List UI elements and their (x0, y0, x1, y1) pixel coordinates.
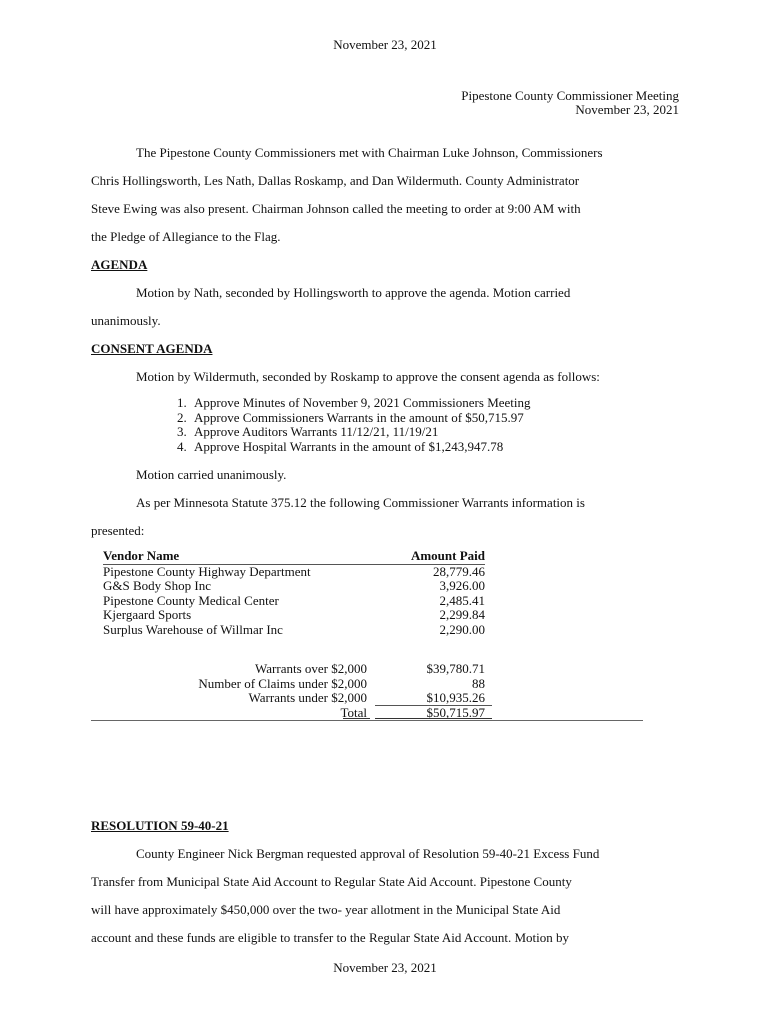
consent-item: 2. Approve Commissioners Warrants in the amount of $50,715.97 (190, 411, 531, 426)
statute-line-2: presented: (91, 523, 145, 538)
consent-motion: Motion by Wildermuth, seconded by Roskamp to approve the consent agenda as follows: (136, 369, 600, 384)
consent-item: 4. Approve Hospital Warrants in the amount of $1,243,947.78 (190, 440, 531, 455)
consent-items-list (170, 396, 531, 454)
amount-cell: 2,290.00 (439, 621, 485, 637)
table-header-row (103, 549, 485, 564)
intro-line-2: Chris Hollingsworth, Les Nath, Dallas Roskamp, and Dan Wildermuth. County Administrator (91, 173, 580, 188)
meeting-date: November 23, 2021 (575, 102, 679, 117)
summary-label: Warrants under $2,000 (248, 690, 367, 705)
summary-value: $10,935.26 (426, 690, 485, 705)
consent-item: 1. Approve Minutes of November 9, 2021 Commissioners Meeting (190, 396, 531, 411)
amount-paid-header: Amount Paid (393, 549, 485, 564)
intro-line-4: the Pledge of Allegiance to the Flag. (91, 229, 281, 244)
resolution-line-3: will have approximately $450,000 over the two- year allotment in the Municipal State Aid (91, 902, 561, 917)
table-row (103, 579, 485, 594)
vendor-cell: G&S Body Shop Inc (103, 578, 211, 593)
consent-agenda-heading: CONSENT AGENDA (91, 341, 213, 356)
vendor-cell: Surplus Warehouse of Willmar Inc (103, 621, 283, 637)
vendor-cell: Pipestone County Highway Department (103, 563, 311, 579)
table-row (103, 564, 485, 579)
table-row (103, 594, 485, 609)
resolution-line-2: Transfer from Municipal State Aid Account to Regular State Aid Account. Pipestone County (91, 874, 572, 889)
vendor-cell: Kjergaard Sports (103, 607, 192, 622)
summary-value: 88 (472, 676, 485, 691)
summary-label: Warrants over $2,000 (255, 661, 367, 676)
summary-total-value: $50,715.97 (426, 705, 485, 720)
resolution-line-4: account and these funds are eligible to transfer to the Regular State Aid Account. Motion by (91, 930, 569, 945)
summary-total-label: Total (340, 705, 367, 720)
summary-label: Number of Claims under $2,000 (198, 676, 367, 691)
intro-line-3: Steve Ewing was also present. Chairman Johnson called the meeting to order at 9:00 AM with (91, 201, 581, 216)
meeting-title: Pipestone County Commissioner Meeting (461, 88, 679, 103)
summary-value: $39,780.71 (426, 661, 485, 676)
total-label-underline (343, 718, 370, 719)
vendor-name-header: Vendor Name (103, 549, 393, 564)
page-footer-date: November 23, 2021 (333, 960, 437, 975)
table-row (103, 608, 485, 623)
agenda-line-1: Motion by Nath, seconded by Hollingsworth to approve the agenda. Motion carried (136, 285, 571, 300)
consent-carried: Motion carried unanimously. (136, 467, 287, 482)
consent-item: 3. Approve Auditors Warrants 11/12/21, 11/19/21 (190, 425, 531, 440)
amount-cell: 3,926.00 (439, 578, 485, 593)
resolution-heading: RESOLUTION 59-40-21 (91, 818, 229, 833)
resolution-line-1: County Engineer Nick Bergman requested approval of Resolution 59-40-21 Excess Fund (136, 846, 600, 861)
amount-cell: 28,779.46 (433, 563, 485, 579)
warrants-table (103, 549, 485, 637)
agenda-line-2: unanimously. (91, 313, 161, 328)
table-row (103, 623, 485, 638)
page-header-date: November 23, 2021 (333, 37, 437, 52)
intro-line-1: The Pipestone County Commissioners met with Chairman Luke Johnson, Commissioners (136, 145, 603, 160)
vendor-cell: Pipestone County Medical Center (103, 592, 279, 608)
statute-line-1: As per Minnesota Statute 375.12 the following Commissioner Warrants information is (136, 495, 585, 510)
amount-cell: 2,299.84 (439, 607, 485, 622)
amount-cell: 2,485.41 (439, 592, 485, 608)
total-double-underline (375, 718, 492, 719)
section-divider (91, 720, 643, 721)
agenda-heading: AGENDA (91, 257, 148, 272)
